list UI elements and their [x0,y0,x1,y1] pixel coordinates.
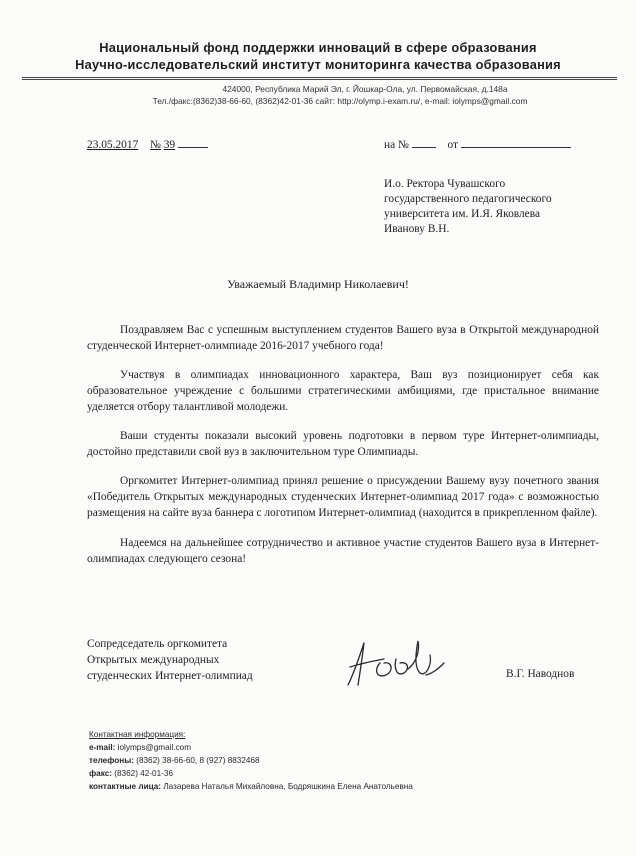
contacts-heading: Контактная информация: [89,730,186,739]
letter-number: 39 [163,139,176,151]
fax-value: (8362) 42-01-36 [114,769,173,778]
handwritten-signature [340,633,450,693]
incoming-ref [384,137,571,151]
reply-number-blank [412,137,436,148]
body-paragraph [87,428,599,460]
persons-value: Лазарева Наталья Михайловна, Бодряшкина Елена Анатольевна [163,782,413,791]
contact-phone-row [89,754,413,767]
fax-label: факс: [89,769,112,778]
paragraph-text: Участвуя в олимпиадах инновационного характера, Ваш вуз позиционирует себя как образовательное учреждение с большими стратегическими амбициями, где пристальное внимание уделяется отбору талантливой молодежи. [87,369,599,413]
email-label: e-mail: [89,743,116,752]
addressee-line: университета им. И.Я. Яковлева [384,208,541,220]
number-label: № [149,139,161,151]
addressee-line: Иванову В.Н. [384,223,450,235]
signatory-title-line: Сопредседатель оргкомитета [87,638,228,650]
body-paragraph [87,473,599,521]
signatory-title-line: Открытых международных [87,654,220,666]
reply-date-blank [461,137,571,148]
paragraph-text: Надеемся на дальнейшее сотрудничество и активное участие студентов Вашего вуза в Интернет-олимпиадах следующего сезона! [87,537,599,565]
org-contacts: Тел./факс:(8362)38-66-60, (8362)42-01-36 сайт: http://olymp.i-exam.ru/, e-mail: iolymps@gmail.com [152,96,528,106]
addressee-line: государственного педагогического [384,193,552,205]
phones-label: телефоны: [89,756,134,765]
salutation: Уважаемый Владимир Николаевич! [227,277,409,291]
addressee-block [384,177,552,237]
paragraph-text: Поздравляем Вас с успешным выступлением студентов Вашего вуза в Открытой международной студенческой Интернет-олимпиаде 2016-2017 учебного года! [87,324,599,352]
body-paragraph [87,322,599,354]
number-underline [178,137,208,148]
signatory-title-line: студенческих Интернет-олимпиад [87,670,253,682]
addressee-line: И.о. Ректора Чувашского [384,178,506,190]
signatory-name: В.Г. Наводнов [506,668,575,680]
reply-no-label: № [398,139,409,151]
signatory-title [87,636,253,684]
header-rule-bottom [22,79,617,80]
outgoing-ref [87,137,208,151]
letter-date: 23.05.2017 [87,139,139,151]
reply-na-label: на [384,139,396,151]
email-value: iolymps@gmail.com [117,743,192,752]
persons-label: контактные лица: [89,782,162,791]
body-paragraph [87,535,599,567]
contact-persons-row [89,780,413,793]
phones-value: (8362) 38-66-60, 8 (927) 8832468 [136,756,260,765]
reply-ot-label: от [447,139,458,151]
paragraph-text: Оргкомитет Интернет-олимпиад принял решение о присуждении Вашему вузу почетного звания «Победитель Открытых международных студенческих Интернет-олимпиад 2017 года» с возможностью размещения на сайте вуза баннера с логотипом Интернет-олимпиад (находится в прикрепленном файле). [87,475,599,519]
body-paragraph [87,367,599,415]
paragraph-text: Ваши студенты показали высокий уровень подготовки в первом туре Интернет-олимпиады, достойно представили свой вуз в заключительном туре Олимпиады. [87,430,599,458]
org-name-line2: Научно-исследовательский институт мониторинга качества образования [75,57,561,72]
org-address: 424000, Республика Марий Эл, г. Йошкар-Ола, ул. Первомайская, д.148а [222,84,508,94]
contact-fax-row [89,767,413,780]
header-rule-top [22,77,617,78]
contact-email-row [89,741,413,754]
org-name-line1: Национальный фонд поддержки инноваций в сфере образования [99,40,537,55]
contacts-block [89,728,413,793]
